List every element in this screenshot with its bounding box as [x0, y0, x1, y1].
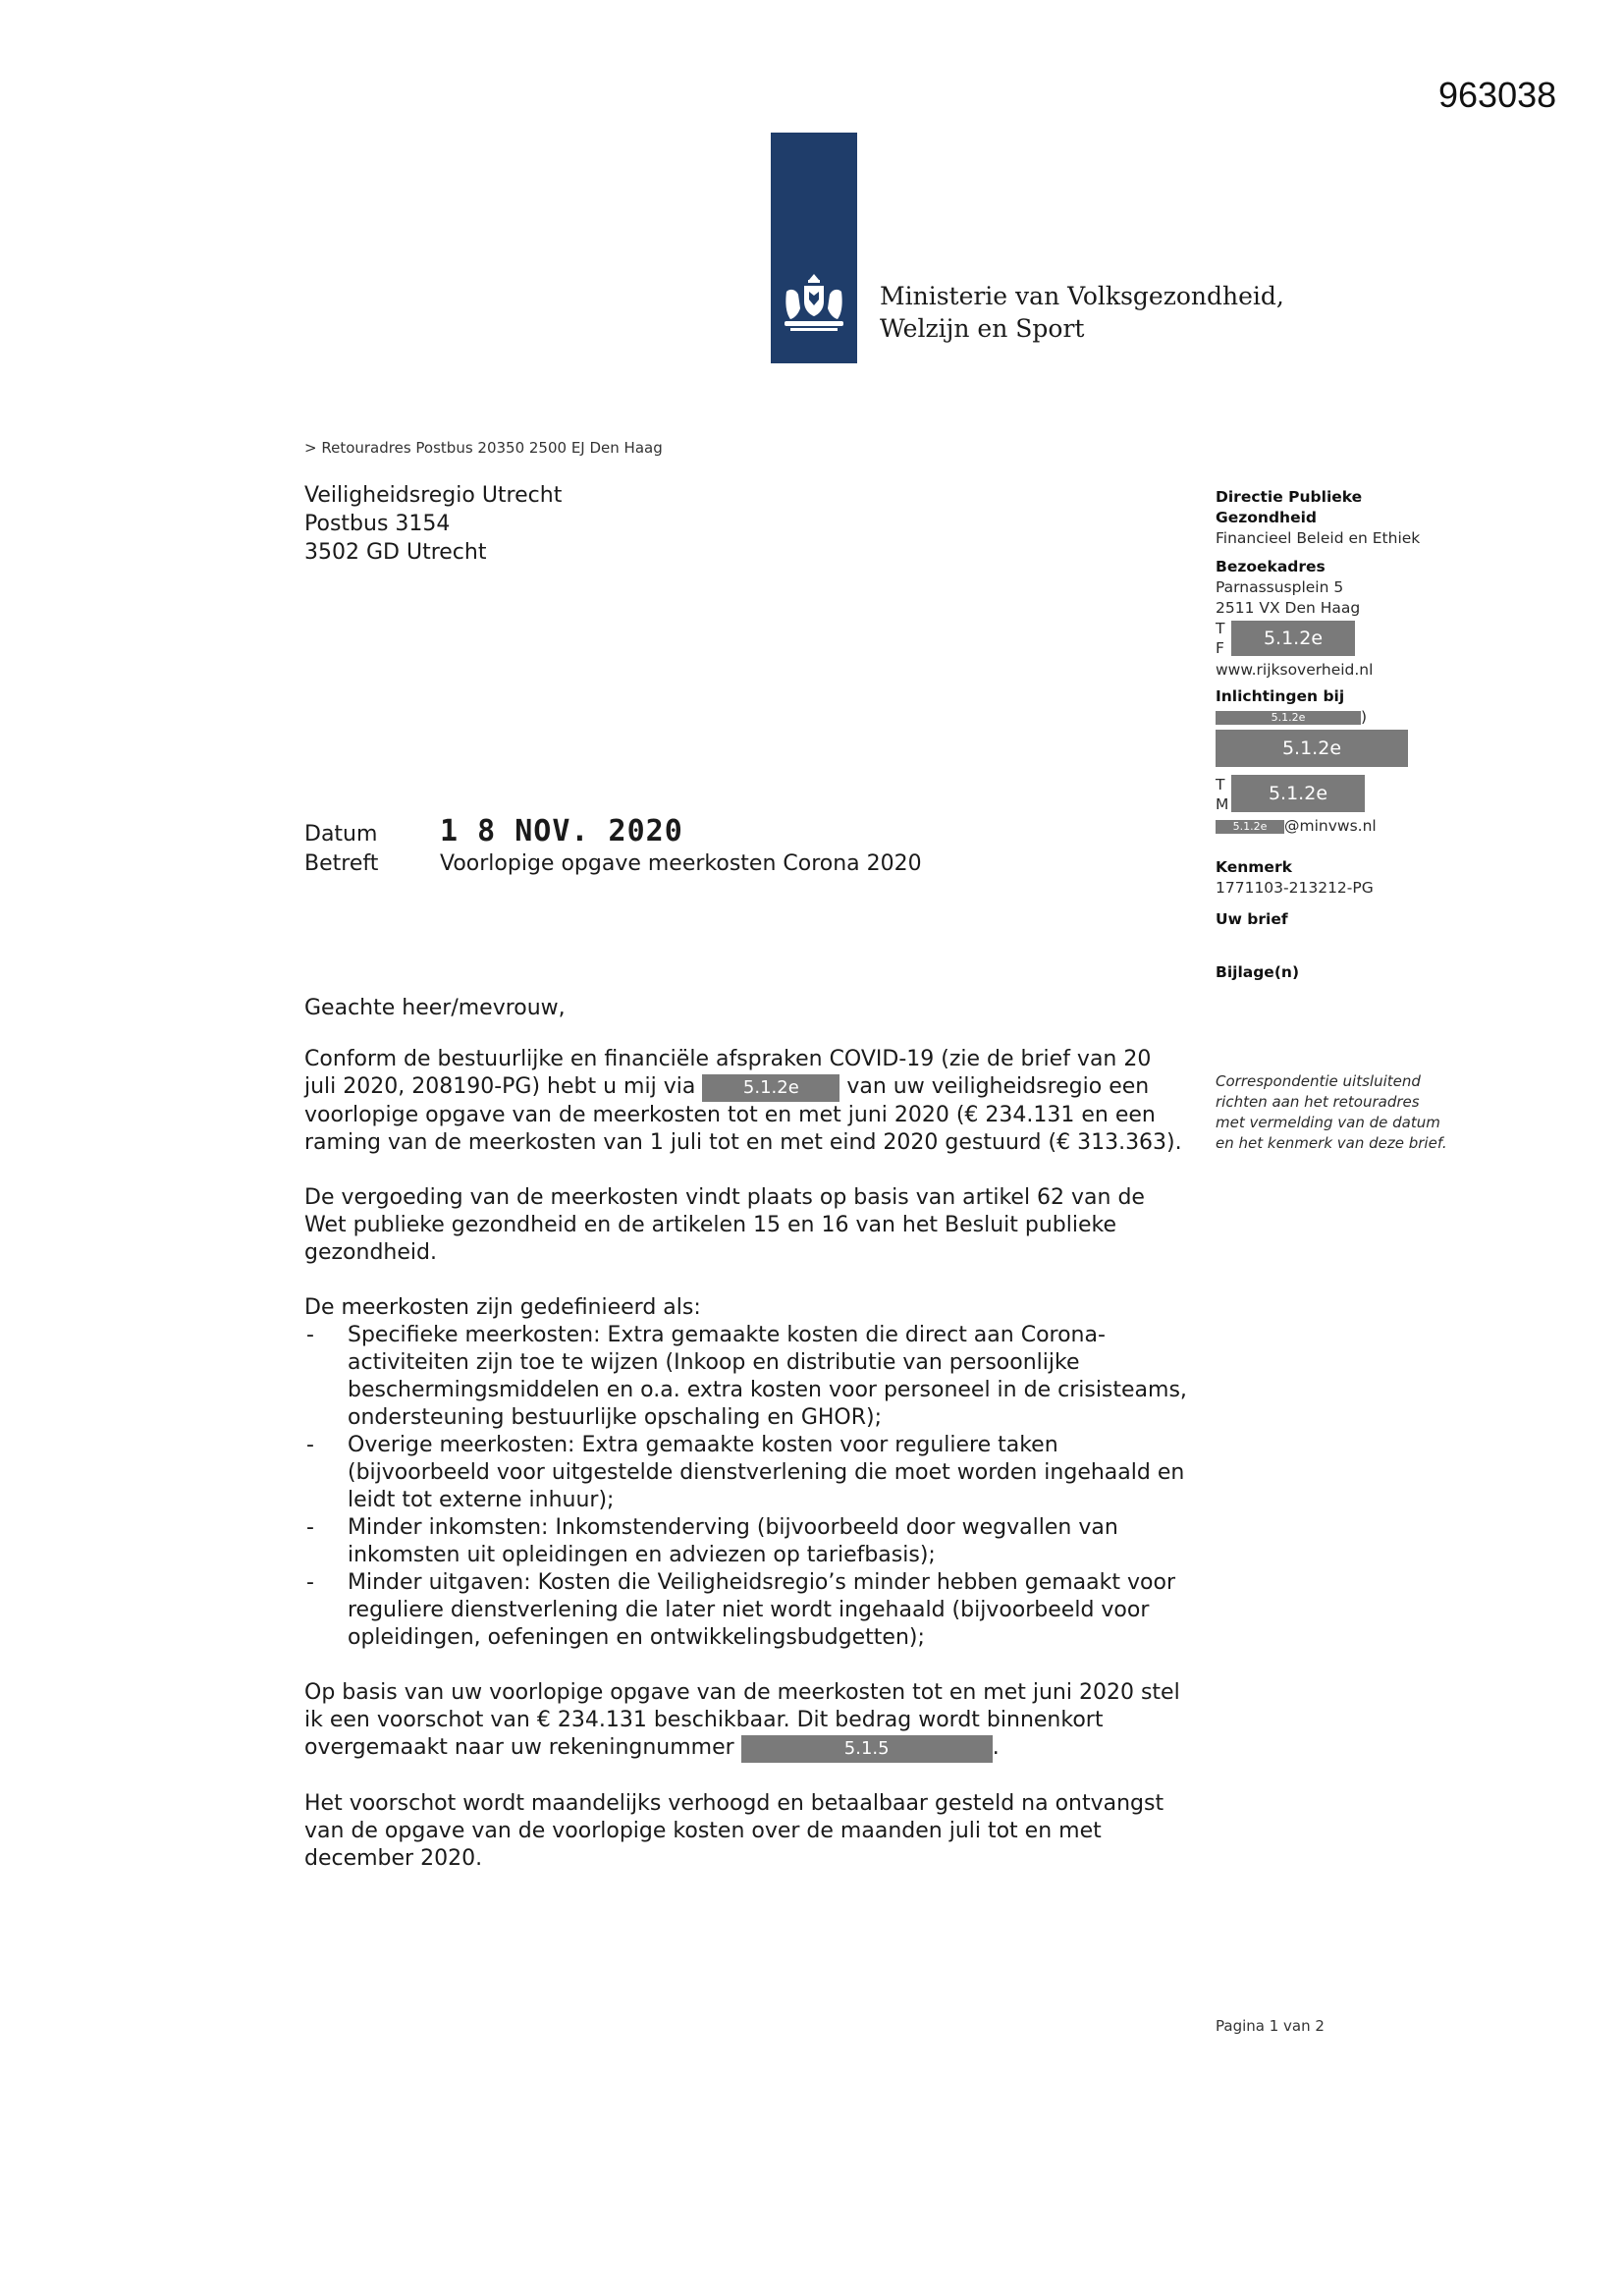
- letter-body: [304, 995, 1188, 1900]
- redaction-box: 5.1.2e: [1231, 775, 1365, 812]
- datum-row: [304, 814, 922, 849]
- list-item: - Specifieke meerkosten: Extra gemaakte kosten die direct aan Corona-activiteiten zijn toe te wijzen (Inkoop en distributie van persoonlijke beschermingsmiddelen en o.a. extra kosten voor personeel in de crisisteams, ondersteuning bestuurlijke opschaling en GHOR);: [304, 1322, 1188, 1432]
- paragraph: [304, 1679, 1188, 1763]
- t-label: T: [1216, 620, 1225, 637]
- uwbrief-label: Uw brief: [1216, 910, 1288, 928]
- list-item: - Minder inkomsten: Inkomstenderving (bijvoorbeeld door wegvallen van inkomsten uit opleidingen en adviezen op tariefbasis);: [304, 1514, 1188, 1569]
- return-address: > Retouradres Postbus 20350 2500 EJ Den Haag: [304, 439, 663, 457]
- info-contact-line: [1216, 707, 1451, 728]
- redaction-box: 5.1.2e: [702, 1074, 839, 1102]
- dept-title: Directie Publieke: [1216, 488, 1363, 506]
- crest-icon: [777, 270, 851, 337]
- paragraph: Het voorschot wordt maandelijks verhoogd en betaalbaar gesteld na ontvangst van de opgave van de voorlopige kosten over de maanden juli tot en met december 2020.: [304, 1791, 1164, 1871]
- paragraph: De vergoeding van de meerkosten vindt plaats op basis van artikel 62 van de Wet publieke gezondheid en de artikelen 15 en 16 van het Besluit publieke gezondheid.: [304, 1185, 1145, 1265]
- ministry-line-1: Ministerie van Volksgezondheid,: [880, 282, 1284, 310]
- visit-label: Bezoekadres: [1216, 558, 1326, 575]
- list-item: - Overige meerkosten: Extra gemaakte kosten voor reguliere taken (bijvoorbeeld voor uitgestelde dienstverlening die moet worden ingehaald en leidt tot externe inhuur);: [304, 1432, 1188, 1514]
- recipient-line: Veiligheidsregio Utrecht: [304, 483, 563, 508]
- info-label: Inlichtingen bij: [1216, 687, 1345, 705]
- redaction-box: 5.1.2e: [1216, 711, 1361, 725]
- definitions-intro: De meerkosten zijn gedefinieerd als:: [304, 1295, 701, 1320]
- definitions-list: [304, 1322, 1188, 1652]
- betreft-label: Betreft: [304, 851, 379, 876]
- email-line: [1216, 816, 1451, 838]
- redaction-box: 5.1.2e: [1216, 730, 1408, 767]
- visit-street: Parnassusplein 5: [1216, 578, 1344, 596]
- government-logo: [771, 133, 857, 363]
- date-stamp: 1 8 NOV. 2020: [440, 814, 683, 848]
- redaction-box: 5.1.2e: [1216, 820, 1284, 834]
- t2-label: T: [1216, 776, 1225, 793]
- phone-mobile-block: [1216, 773, 1451, 816]
- redaction-box: 5.1.5: [741, 1735, 993, 1763]
- paragraph-text: Op basis van uw voorlopige opgave van de meerkosten tot en met juni 2020 stel ik een voorschot van € 234.131 beschikbaar. Dit bedrag wordt binnenkort overgemaakt naar uw rekeningnummer: [304, 1680, 1180, 1760]
- f-label: F: [1216, 639, 1224, 657]
- datum-label: Datum: [304, 822, 378, 847]
- info-paren: ): [1361, 708, 1368, 726]
- ministry-line-2: Welzijn en Sport: [880, 314, 1085, 343]
- dept-title: Gezondheid: [1216, 509, 1317, 526]
- ministry-name: [880, 280, 1284, 345]
- dept-subtitle: Financieel Beleid en Ethiek: [1216, 529, 1421, 547]
- salutation: Geachte heer/mevrouw,: [304, 996, 566, 1020]
- email-suffix: @minvws.nl: [1284, 817, 1377, 835]
- paragraph-text: van uw veiligheidsregio een voorlopige opgave van de meerkosten tot en met juni 2020 (€ 234.131 en een raming van de meerkosten van 1 juli tot en met eind 2020 gestuurd (€ 313.363).: [304, 1074, 1182, 1155]
- definitions-block: [304, 1294, 1188, 1652]
- sender-sidebar: [1216, 487, 1451, 983]
- correspondence-note: Correspondentie uitsluitend richten aan het retouradres met vermelding van de datum en het kenmerk van deze brief.: [1216, 1072, 1447, 1152]
- recipient-line: 3502 GD Utrecht: [304, 540, 487, 565]
- visit-city: 2511 VX Den Haag: [1216, 599, 1361, 617]
- list-item: - Minder uitgaven: Kosten die Veiligheidsregio’s minder hebben gemaakt voor reguliere dienstverlening die later niet wordt ingehaald (bijvoorbeeld voor opleidingen, oefeningen en ontwikkelingsbudgetten);: [304, 1569, 1188, 1652]
- page-number: Pagina 1 van 2: [1216, 2017, 1325, 2035]
- m2-label: M: [1216, 795, 1229, 813]
- betreft-row: [304, 849, 922, 879]
- bijlage-label: Bijlage(n): [1216, 963, 1300, 981]
- redaction-box: 5.1.2e: [1231, 621, 1355, 656]
- website-link[interactable]: www.rijksoverheid.nl: [1216, 661, 1374, 679]
- document-number: 963038: [1438, 75, 1557, 115]
- paragraph-text: Conform de bestuurlijke en financiële afspraken COVID-19 (zie de brief van 20 juli 2020, 208190-PG) hebt u mij via: [304, 1047, 1152, 1099]
- paragraph: [304, 1046, 1188, 1157]
- letter-meta: [304, 814, 922, 879]
- kenmerk-value: 1771103-213212-PG: [1216, 879, 1374, 897]
- recipient-address: [304, 481, 562, 567]
- paragraph-text: .: [992, 1735, 1000, 1760]
- phone-fax-block: [1216, 619, 1451, 660]
- betreft-value: Voorlopige opgave meerkosten Corona 2020: [440, 851, 922, 876]
- recipient-line: Postbus 3154: [304, 512, 451, 536]
- kenmerk-label: Kenmerk: [1216, 858, 1292, 876]
